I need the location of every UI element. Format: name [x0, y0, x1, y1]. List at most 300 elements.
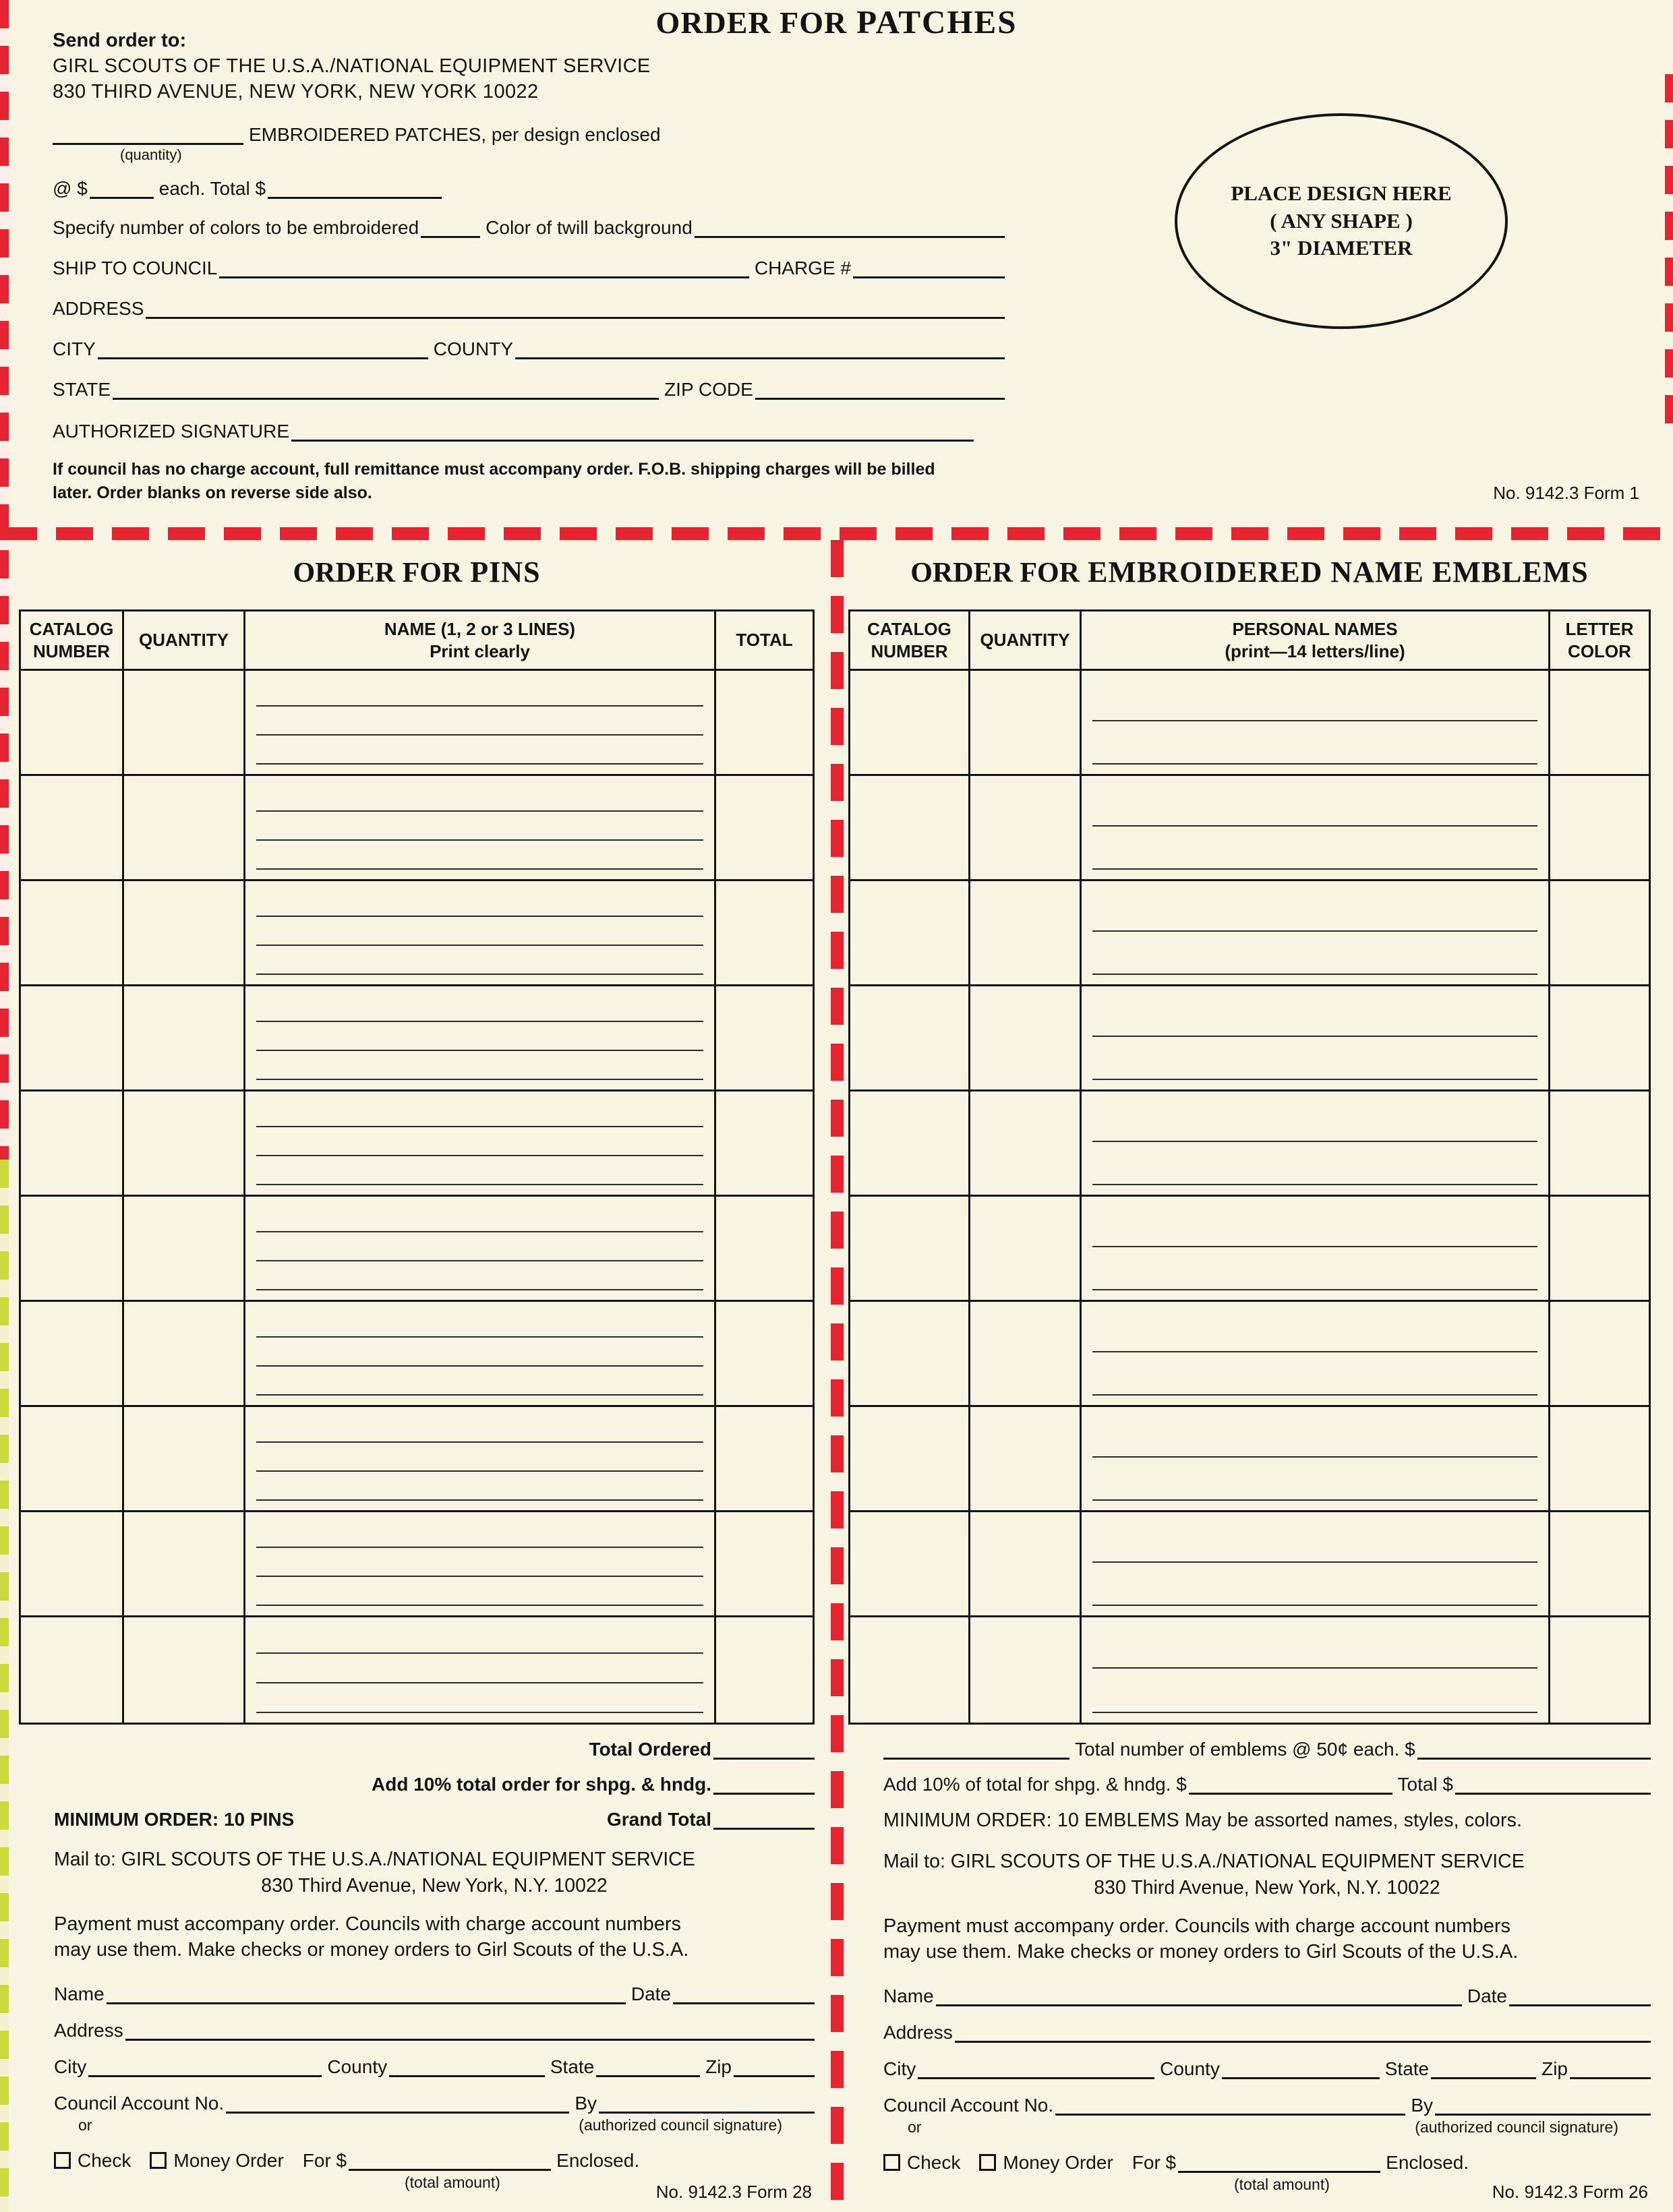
or-label: or	[78, 2116, 92, 2134]
quantity-header	[124, 611, 245, 669]
name-field[interactable]	[936, 1985, 1462, 2006]
write-line[interactable]	[256, 1156, 703, 1185]
city-county-state-zip-row	[883, 2058, 1651, 2079]
table-row	[850, 776, 1649, 881]
grand-total-field[interactable]	[713, 1808, 815, 1830]
personal-name-cell[interactable]	[1082, 1302, 1550, 1405]
address-label: Address	[54, 2020, 123, 2041]
quantity-cell[interactable]	[124, 881, 245, 984]
zip-field[interactable]	[734, 2056, 815, 2077]
letter-color-cell[interactable]	[1550, 1407, 1649, 1510]
total-cell[interactable]	[716, 776, 813, 879]
quantity-cell[interactable]	[970, 1302, 1082, 1405]
remittance-note	[53, 458, 1005, 504]
personal-name-cell[interactable]	[1082, 671, 1550, 774]
table-row	[21, 671, 813, 776]
write-line[interactable]	[256, 1022, 703, 1051]
catalog-number-header	[21, 611, 124, 669]
write-line[interactable]	[256, 946, 703, 975]
table-row	[21, 1617, 813, 1723]
write-line[interactable]	[1092, 1414, 1537, 1458]
price-row	[53, 177, 1005, 199]
state-label: State	[550, 2056, 595, 2078]
enclosed-label: Enclosed.	[1386, 2152, 1469, 2174]
date-field[interactable]	[673, 1983, 815, 2004]
colors-row	[53, 216, 1005, 238]
mail-to-label: Mail to:	[54, 1849, 116, 1870]
for-amount-label: For $	[1132, 2152, 1177, 2174]
remittance-note-line2: later.	[53, 483, 92, 502]
pins-table-header	[21, 611, 813, 671]
catalog-number-cell[interactable]	[850, 1617, 970, 1723]
write-line[interactable]	[256, 1232, 703, 1261]
ship-to-row	[53, 257, 1005, 278]
authorized-signature-label: AUTHORIZED SIGNATURE	[53, 420, 290, 442]
letter-color-cell[interactable]	[1550, 1302, 1649, 1405]
total-cell[interactable]	[716, 1512, 813, 1615]
catalog-number-cell[interactable]	[21, 776, 124, 879]
state-field[interactable]	[1431, 2058, 1536, 2079]
letter-color-header	[1550, 611, 1649, 669]
emblem-total-amount-field[interactable]	[1417, 1738, 1651, 1760]
catalog-number-cell[interactable]	[21, 1302, 124, 1405]
address-row	[54, 2019, 815, 2041]
check-checkbox[interactable]	[54, 2152, 71, 2169]
personal-names-header-line2: (print—14 letters/line)	[1225, 640, 1405, 661]
council-account-row	[54, 2092, 815, 2114]
write-line[interactable]	[1092, 1098, 1537, 1142]
authorized-signature-field[interactable]	[291, 420, 974, 442]
signature-row	[53, 420, 1005, 442]
name-field[interactable]	[107, 1983, 626, 2004]
write-line[interactable]	[256, 841, 703, 870]
payment-note	[54, 1912, 815, 1963]
quantity-cell[interactable]	[124, 776, 245, 879]
letter-color-cell[interactable]	[1550, 1197, 1649, 1300]
personal-name-cell[interactable]	[1082, 986, 1550, 1089]
state-zip-row	[53, 378, 1005, 400]
quantity-cell[interactable]	[970, 671, 1082, 774]
write-line[interactable]	[256, 812, 703, 841]
table-row	[850, 1302, 1649, 1407]
letter-color-cell[interactable]	[1550, 986, 1649, 1089]
table-row	[850, 986, 1649, 1092]
write-line[interactable]	[256, 783, 703, 812]
address-field[interactable]	[125, 2019, 815, 2041]
state-label: State	[1384, 2058, 1430, 2080]
total-amount-caption: (total amount)	[405, 2174, 500, 2192]
quantity-cell[interactable]	[124, 1407, 245, 1510]
payment-method-row	[883, 2151, 1651, 2173]
quantity-cell[interactable]	[124, 1617, 245, 1723]
catalog-number-cell[interactable]	[850, 881, 970, 984]
write-line[interactable]	[256, 1654, 703, 1683]
write-line[interactable]	[1092, 1142, 1537, 1186]
catalog-number-cell[interactable]	[21, 1407, 124, 1510]
personal-names-header-line1: PERSONAL NAMES	[1232, 619, 1398, 639]
emblems-contact-fields	[883, 1985, 1651, 2194]
by-field[interactable]	[599, 2092, 815, 2114]
zip-code-field[interactable]	[755, 378, 1005, 400]
total-cell[interactable]	[716, 881, 813, 984]
total-cell[interactable]	[716, 671, 813, 774]
write-line[interactable]	[256, 707, 703, 736]
emblems-table-header	[850, 611, 1649, 671]
write-line[interactable]	[256, 1472, 703, 1501]
write-line[interactable]	[256, 1683, 703, 1713]
quantity-cell[interactable]	[124, 1197, 245, 1300]
catalog-number-cell[interactable]	[21, 986, 124, 1089]
catalog-number-cell[interactable]	[21, 1512, 124, 1615]
pins-table	[19, 609, 815, 1725]
pin-name-cell[interactable]	[245, 1302, 716, 1405]
pins-table-body	[21, 671, 813, 1723]
city-field[interactable]	[98, 338, 428, 359]
letter-color-cell[interactable]	[1550, 1617, 1649, 1723]
write-line[interactable]	[1092, 783, 1537, 827]
patches-order-form	[0, 0, 1673, 527]
money-order-checkbox[interactable]	[979, 2154, 996, 2171]
price-each-field[interactable]	[90, 177, 154, 199]
city-field[interactable]	[918, 2058, 1154, 2079]
catalog-number-cell[interactable]	[850, 1512, 970, 1615]
emblems-title-words: EMBROIDERED NAME EMBLEMS	[1088, 556, 1589, 589]
quantity-cell[interactable]	[970, 1512, 1082, 1615]
write-line[interactable]	[1092, 1458, 1537, 1501]
design-line-2: ( ANY SHAPE )	[1270, 208, 1413, 233]
emblem-assorted-note: May be assorted names, styles, colors.	[1185, 1810, 1523, 1831]
name-date-row	[883, 1985, 1651, 2006]
emblems-order-form	[848, 540, 1651, 2212]
personal-name-cell[interactable]	[1082, 1617, 1550, 1723]
state-field[interactable]	[113, 378, 659, 400]
money-order-label: Money Order	[173, 2150, 284, 2172]
table-row	[21, 776, 813, 881]
county-label: COUNTY	[433, 338, 514, 359]
write-line[interactable]	[1092, 1624, 1537, 1669]
council-account-field[interactable]	[1055, 2094, 1405, 2116]
money-order-checkbox[interactable]	[150, 2152, 167, 2169]
date-field[interactable]	[1509, 1985, 1651, 2006]
total-header	[716, 611, 813, 669]
table-row	[850, 1407, 1649, 1512]
letter-color-cell[interactable]	[1550, 671, 1649, 774]
table-row	[850, 881, 1649, 986]
authorized-signature-caption: (authorized council signature)	[579, 2116, 782, 2134]
payment-note-line1: Payment must accompany order. Councils with charge account numbers	[54, 1913, 682, 1935]
write-line[interactable]	[256, 888, 703, 917]
horizontal-cut-dashes	[0, 527, 1673, 540]
total-ordered-label: Total Ordered	[589, 1738, 711, 1760]
write-line[interactable]	[256, 1414, 703, 1443]
catalog-number-cell[interactable]	[850, 1407, 970, 1510]
letter-color-cell[interactable]	[1550, 1092, 1649, 1195]
date-label: Date	[1467, 1985, 1507, 2007]
total-cell[interactable]	[716, 1197, 813, 1300]
emblems-title-prefix: ORDER FOR	[910, 558, 1080, 589]
table-row	[850, 1617, 1649, 1723]
pin-name-cell[interactable]	[245, 1197, 716, 1300]
total-cell[interactable]	[716, 986, 813, 1089]
catalog-number-cell[interactable]	[850, 986, 970, 1089]
patches-title-word: PATCHES	[856, 3, 1018, 40]
personal-name-cell[interactable]	[1082, 1512, 1550, 1615]
shipping-handling-field[interactable]	[713, 1773, 815, 1795]
letter-color-header-line2: COLOR	[1568, 640, 1631, 661]
emblem-grand-total-field[interactable]	[1455, 1773, 1651, 1795]
amount-field[interactable]	[349, 2149, 551, 2171]
personal-name-cell[interactable]	[1082, 1197, 1550, 1300]
each-total-label: each. Total $	[158, 177, 266, 199]
by-field[interactable]	[1435, 2094, 1651, 2116]
money-order-label: Money Order	[1003, 2152, 1113, 2174]
total-cell[interactable]	[716, 1302, 813, 1405]
write-line[interactable]	[256, 1624, 703, 1654]
design-line-3: 3" DIAMETER	[1270, 236, 1413, 260]
write-line[interactable]	[1092, 1669, 1537, 1713]
write-line[interactable]	[1092, 721, 1537, 765]
total-cell[interactable]	[716, 1092, 813, 1195]
design-placement-area	[1175, 113, 1508, 329]
twill-color-field[interactable]	[695, 216, 1005, 238]
shipping-handling-label: Add 10% total order for shpg. & hndg.	[372, 1773, 711, 1795]
quantity-cell[interactable]	[970, 1092, 1082, 1195]
at-price-label: @ $	[53, 177, 88, 199]
write-line[interactable]	[256, 993, 703, 1022]
write-line[interactable]	[256, 1338, 703, 1367]
charge-number-field[interactable]	[853, 257, 1005, 278]
write-line[interactable]	[256, 1548, 703, 1577]
council-account-label: Council Account No.	[883, 2095, 1054, 2116]
table-row	[850, 1512, 1649, 1617]
by-label: By	[575, 2093, 597, 2114]
table-row	[21, 1512, 813, 1617]
write-line[interactable]	[1092, 1203, 1537, 1247]
payment-note	[883, 1914, 1651, 1965]
county-field[interactable]	[389, 2056, 545, 2077]
quantity-cell[interactable]	[970, 1407, 1082, 1510]
county-field[interactable]	[1222, 2058, 1380, 2079]
write-line[interactable]	[1092, 1247, 1537, 1291]
shipping-handling-row	[54, 1773, 815, 1795]
pins-title-prefix: ORDER FOR	[293, 558, 463, 589]
pin-name-cell[interactable]	[245, 1617, 716, 1723]
quantity-header	[970, 611, 1082, 669]
personal-name-cell[interactable]	[1082, 1407, 1550, 1510]
write-line[interactable]	[1092, 1037, 1537, 1081]
name-header	[245, 611, 716, 669]
pins-title	[19, 555, 815, 589]
table-row	[850, 1092, 1649, 1197]
quantity-header-label: QUANTITY	[139, 630, 229, 651]
payment-method-row	[54, 2149, 815, 2171]
address-field[interactable]	[146, 297, 1005, 319]
ship-to-council-label: SHIP TO COUNCIL	[53, 257, 218, 278]
ship-to-council-field[interactable]	[219, 257, 749, 278]
org-name-line: GIRL SCOUTS OF THE U.S.A./NATIONAL EQUIPMENT SERVICE	[53, 55, 651, 77]
pins-contact-fields	[54, 1983, 815, 2192]
table-row	[21, 1302, 813, 1407]
letter-color-cell[interactable]	[1550, 776, 1649, 879]
address-label: ADDRESS	[53, 297, 144, 319]
catalog-number-cell[interactable]	[21, 881, 124, 984]
patches-form-body	[53, 30, 1005, 504]
council-account-field[interactable]	[226, 2092, 569, 2114]
write-line[interactable]	[1092, 888, 1537, 932]
council-account-label: Council Account No.	[54, 2093, 225, 2114]
quantity-cell[interactable]	[970, 1617, 1082, 1723]
emblems-title	[848, 555, 1651, 589]
county-label: County	[327, 2056, 388, 2078]
quantity-cell[interactable]	[124, 1092, 245, 1195]
write-line[interactable]	[256, 1127, 703, 1156]
enclosed-label: Enclosed.	[556, 2150, 640, 2172]
write-line[interactable]	[256, 1261, 703, 1290]
address-label: Address	[883, 2022, 953, 2043]
write-line[interactable]	[256, 917, 703, 946]
total-header-label: TOTAL	[736, 630, 793, 651]
pin-name-cell[interactable]	[245, 776, 716, 879]
catalog-number-cell[interactable]	[850, 776, 970, 879]
write-line[interactable]	[1092, 1309, 1537, 1352]
letter-color-cell[interactable]	[1550, 881, 1649, 984]
pin-name-cell[interactable]	[245, 1407, 716, 1510]
order-blanks-note: Order blanks on reverse side also.	[96, 483, 372, 502]
zip-field[interactable]	[1570, 2058, 1651, 2079]
write-line[interactable]	[256, 678, 703, 707]
catalog-number-cell[interactable]	[850, 1197, 970, 1300]
name-label: Name	[883, 1985, 934, 2007]
city-field[interactable]	[88, 2056, 322, 2077]
quantity-row	[53, 123, 1005, 145]
mail-to-address: 830 Third Avenue, New York, N.Y. 10022	[261, 1875, 608, 1896]
write-line[interactable]	[256, 1577, 703, 1606]
org-address-line: 830 THIRD AVENUE, NEW YORK, NEW YORK 10022	[53, 81, 539, 102]
emblems-table	[848, 609, 1651, 1725]
quantity-header-label: QUANTITY	[980, 630, 1070, 651]
write-line[interactable]	[256, 1203, 703, 1232]
catalog-number-cell[interactable]	[850, 671, 970, 774]
pins-title-word: PINS	[470, 556, 541, 589]
quantity-field[interactable]	[53, 123, 243, 145]
quantity-cell[interactable]	[124, 671, 245, 774]
emblem-minimum-order-note	[883, 1810, 1651, 1832]
write-line[interactable]	[1092, 678, 1537, 721]
state-field[interactable]	[596, 2056, 700, 2077]
catalog-header-line2: NUMBER	[32, 640, 111, 661]
pin-name-cell[interactable]	[245, 881, 716, 984]
write-line[interactable]	[256, 1098, 703, 1127]
quantity-cell[interactable]	[124, 986, 245, 1089]
quantity-cell[interactable]	[124, 1302, 245, 1405]
write-line[interactable]	[1092, 1519, 1537, 1563]
quantity-cell[interactable]	[970, 986, 1082, 1089]
write-line[interactable]	[256, 1443, 703, 1472]
letter-color-header-line1: LETTER	[1565, 619, 1634, 639]
table-row	[21, 1092, 813, 1197]
pin-name-cell[interactable]	[245, 1092, 716, 1195]
page-edge-green-dashes	[0, 1160, 9, 2212]
payment-note-line1: Payment must accompany order. Councils with charge account numbers	[883, 1915, 1511, 1937]
letter-color-cell[interactable]	[1550, 1512, 1649, 1615]
by-label: By	[1411, 2095, 1433, 2116]
county-field[interactable]	[515, 338, 1005, 359]
catalog-number-cell[interactable]	[850, 1302, 970, 1405]
check-checkbox[interactable]	[883, 2154, 900, 2171]
pin-name-cell[interactable]	[245, 671, 716, 774]
check-label: Check	[78, 2150, 131, 2172]
or-label: or	[908, 2118, 922, 2136]
quantity-caption: (quantity)	[120, 146, 182, 163]
total-ordered-field[interactable]	[713, 1738, 815, 1760]
quantity-cell[interactable]	[124, 1512, 245, 1615]
total-ordered-row	[54, 1738, 815, 1760]
write-line[interactable]	[256, 1309, 703, 1338]
emblems-footer	[848, 1738, 1651, 2194]
council-captions-row	[54, 2116, 815, 2134]
personal-name-cell[interactable]	[1082, 776, 1550, 879]
emblem-shipping-field[interactable]	[1189, 1773, 1392, 1795]
date-label: Date	[630, 1983, 671, 2005]
embroidered-patches-label: EMBROIDERED PATCHES, per design enclosed	[249, 123, 661, 145]
total-amount-field[interactable]	[268, 177, 442, 199]
total-amount-caption: (total amount)	[1234, 2176, 1330, 2194]
pin-name-cell[interactable]	[245, 1512, 716, 1615]
total-cell[interactable]	[716, 1617, 813, 1723]
quantity-cell[interactable]	[970, 776, 1082, 879]
mail-to-address: 830 Third Avenue, New York, N.Y. 10022	[1094, 1877, 1440, 1899]
write-line[interactable]	[256, 1519, 703, 1548]
write-line[interactable]	[256, 1051, 703, 1080]
city-label: CITY	[53, 338, 96, 359]
address-row	[53, 297, 1005, 319]
write-line[interactable]	[1092, 1563, 1537, 1607]
quantity-cell[interactable]	[970, 1197, 1082, 1300]
catalog-number-cell[interactable]	[21, 1092, 124, 1195]
amount-field[interactable]	[1178, 2151, 1380, 2173]
personal-name-cell[interactable]	[1082, 1092, 1550, 1195]
catalog-number-cell[interactable]	[21, 1197, 124, 1300]
remittance-note-line1: If council has no charge account, full remittance must accompany order. F.O.B. shipping charges will be billed	[53, 460, 935, 479]
emblem-count-field[interactable]	[883, 1738, 1069, 1760]
write-line[interactable]	[1092, 993, 1537, 1037]
form-number-emblems: No. 9142.3 Form 26	[1492, 2182, 1648, 2202]
write-line[interactable]	[256, 736, 703, 765]
colors-count-field[interactable]	[421, 216, 480, 238]
catalog-number-cell[interactable]	[21, 1617, 124, 1723]
address-field[interactable]	[955, 2021, 1651, 2043]
table-row	[21, 881, 813, 986]
table-row	[850, 671, 1649, 776]
name-header-line1: NAME (1, 2 or 3 LINES)	[384, 619, 576, 639]
pin-name-cell[interactable]	[245, 986, 716, 1089]
catalog-number-cell[interactable]	[21, 671, 124, 774]
catalog-number-cell[interactable]	[850, 1092, 970, 1195]
write-line[interactable]	[1092, 1352, 1537, 1396]
table-row	[850, 1197, 1649, 1302]
check-label: Check	[907, 2152, 961, 2174]
total-cell[interactable]	[716, 1407, 813, 1510]
zip-label: Zip	[1542, 2058, 1568, 2080]
write-line[interactable]	[256, 1367, 703, 1396]
write-line[interactable]	[1092, 932, 1537, 976]
form-number-pins: No. 9142.3 Form 28	[655, 2182, 812, 2202]
write-line[interactable]	[1092, 827, 1537, 870]
personal-names-header	[1082, 611, 1550, 669]
quantity-cell[interactable]	[970, 881, 1082, 984]
personal-name-cell[interactable]	[1082, 881, 1550, 984]
catalog-number-header	[850, 611, 970, 669]
